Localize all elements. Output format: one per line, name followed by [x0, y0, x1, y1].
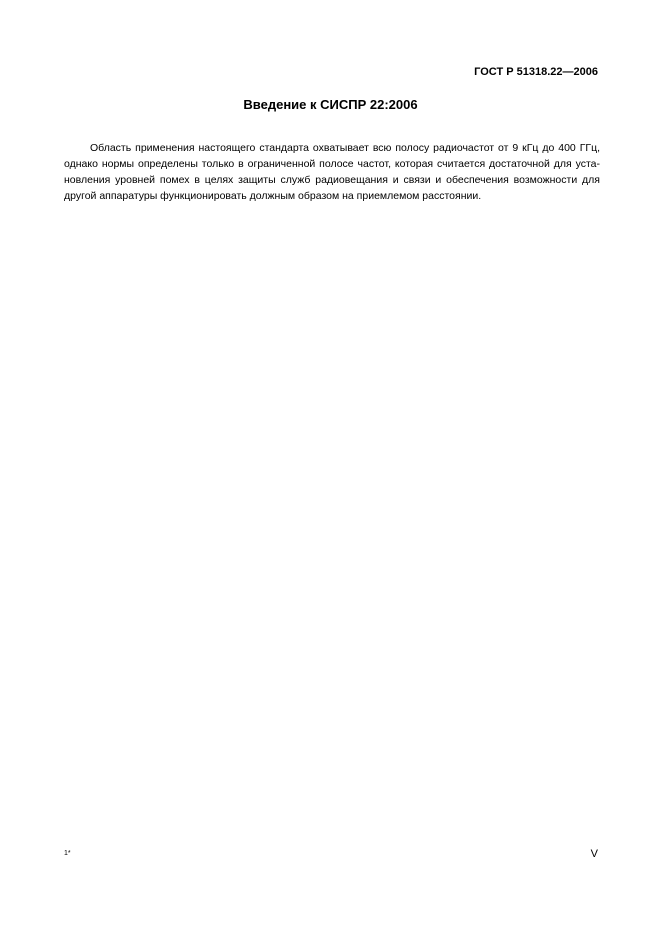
intro-paragraph [64, 140, 600, 204]
paragraph-line: другой аппаратуры функционировать должным образом на приемлемом расстоянии. [64, 190, 482, 202]
paragraph-line: новления уровней помех в целях защиты служб радиовещания и связи и обеспечения возможности для [64, 174, 600, 186]
section-title: Введение к СИСПР 22:2006 [243, 97, 418, 112]
document-code: ГОСТ Р 51318.22—2006 [474, 66, 598, 78]
paragraph-line: однако нормы определены только в ограниченной полосе частот, которая считается достаточной для уста- [64, 158, 600, 170]
sheet-mark: 1* [64, 850, 71, 857]
page-number: V [590, 848, 598, 860]
paragraph-line: Область применения настоящего стандарта охватывает всю полосу радиочастот от 9 кГц до 400 ГГц, [90, 142, 600, 154]
